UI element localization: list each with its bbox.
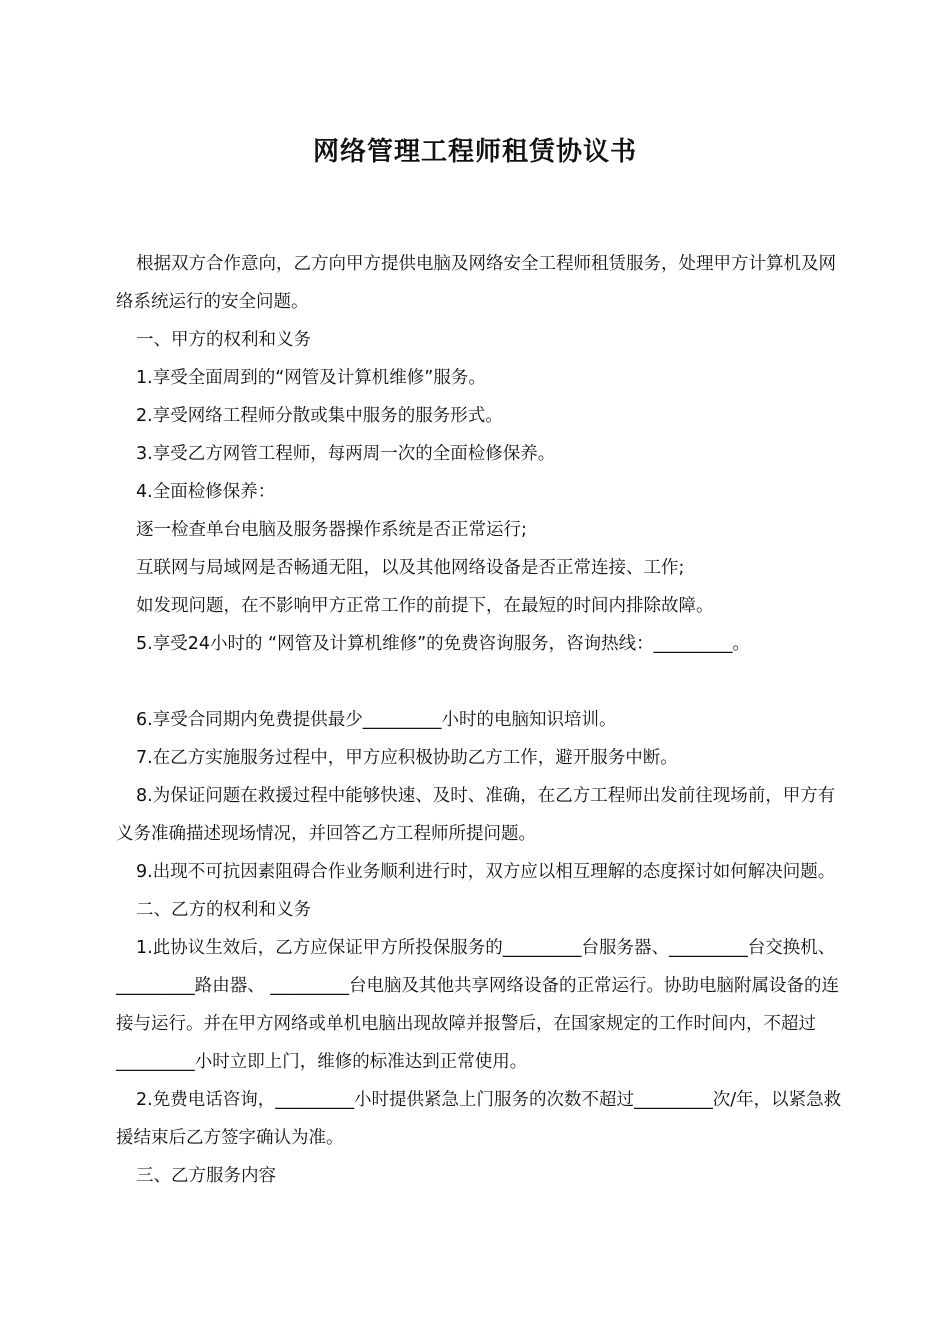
- clause-a-4-item-1: 逐一检查单台电脑及服务器操作系统是否正常运行;: [136, 520, 527, 540]
- clause-a-2: 2.享受网络工程师分散或集中服务的服务形式。: [136, 406, 503, 426]
- document-body: [116, 245, 848, 1195]
- section-heading-services: 三、乙方服务内容: [136, 1166, 276, 1186]
- clause-b-1: 1.此协议生效后，乙方应保证甲方所投保服务的_________台服务器、_________台交换机、_________路由器、 _________台电脑及其他共享网络设备的正常运行。协助电脑附属设备的连接与运行。并在甲方网络或单机电脑出现故障并报警后，在国家规定的工作时间内，不超过_________小时立即上门，维修的标准达到正常使用。: [116, 938, 840, 1072]
- section-heading-party-b: 二、乙方的权利和义务: [136, 900, 311, 920]
- clause-a-5: 5.享受24小时的 “网管及计算机维修”的免费咨询服务，咨询热线：_________。: [136, 634, 750, 654]
- clause-a-1: 1.享受全面周到的“网管及计算机维修”服务。: [136, 368, 486, 388]
- clause-a-6: 6.享受合同期内免费提供最少_________小时的电脑知识培训。: [136, 710, 617, 730]
- clause-a-9: 9.出现不可抗因素阻碍合作业务顺利进行时，双方应以相互理解的态度探讨如何解决问题。: [136, 862, 836, 882]
- clause-a-8: 8.为保证问题在救援过程中能够快速、及时、准确，在乙方工程师出发前往现场前，甲方有义务准确描述现场情况，并回答乙方工程师所提问题。: [116, 786, 836, 844]
- intro-paragraph: 根据双方合作意向，乙方向甲方提供电脑及网络安全工程师租赁服务，处理甲方计算机及网络系统运行的安全问题。: [116, 254, 836, 312]
- document-title: 网络管理工程师租赁协议书: [312, 137, 637, 167]
- section-heading-party-a: 一、甲方的权利和义务: [136, 330, 311, 350]
- clause-a-3: 3.享受乙方网管工程师，每两周一次的全面检修保养。: [136, 444, 556, 464]
- clause-a-7: 7.在乙方实施服务过程中，甲方应积极协助乙方工作，避开服务中断。: [136, 748, 678, 768]
- clause-b-2: 2.免费电话咨询，_________小时提供紧急上门服务的次数不超过_________次/年，以紧急救援结束后乙方签字确认为准。: [116, 1090, 842, 1148]
- clause-a-4-item-3: 如发现问题，在不影响甲方正常工作的前提下，在最短的时间内排除故障。: [136, 596, 714, 616]
- clause-a-4: 4.全面检修保养：: [136, 482, 276, 502]
- paragraph-gap: [116, 663, 848, 701]
- clause-a-4-item-2: 互联网与局域网是否畅通无阻，以及其他网络设备是否正常连接、工作;: [136, 558, 685, 578]
